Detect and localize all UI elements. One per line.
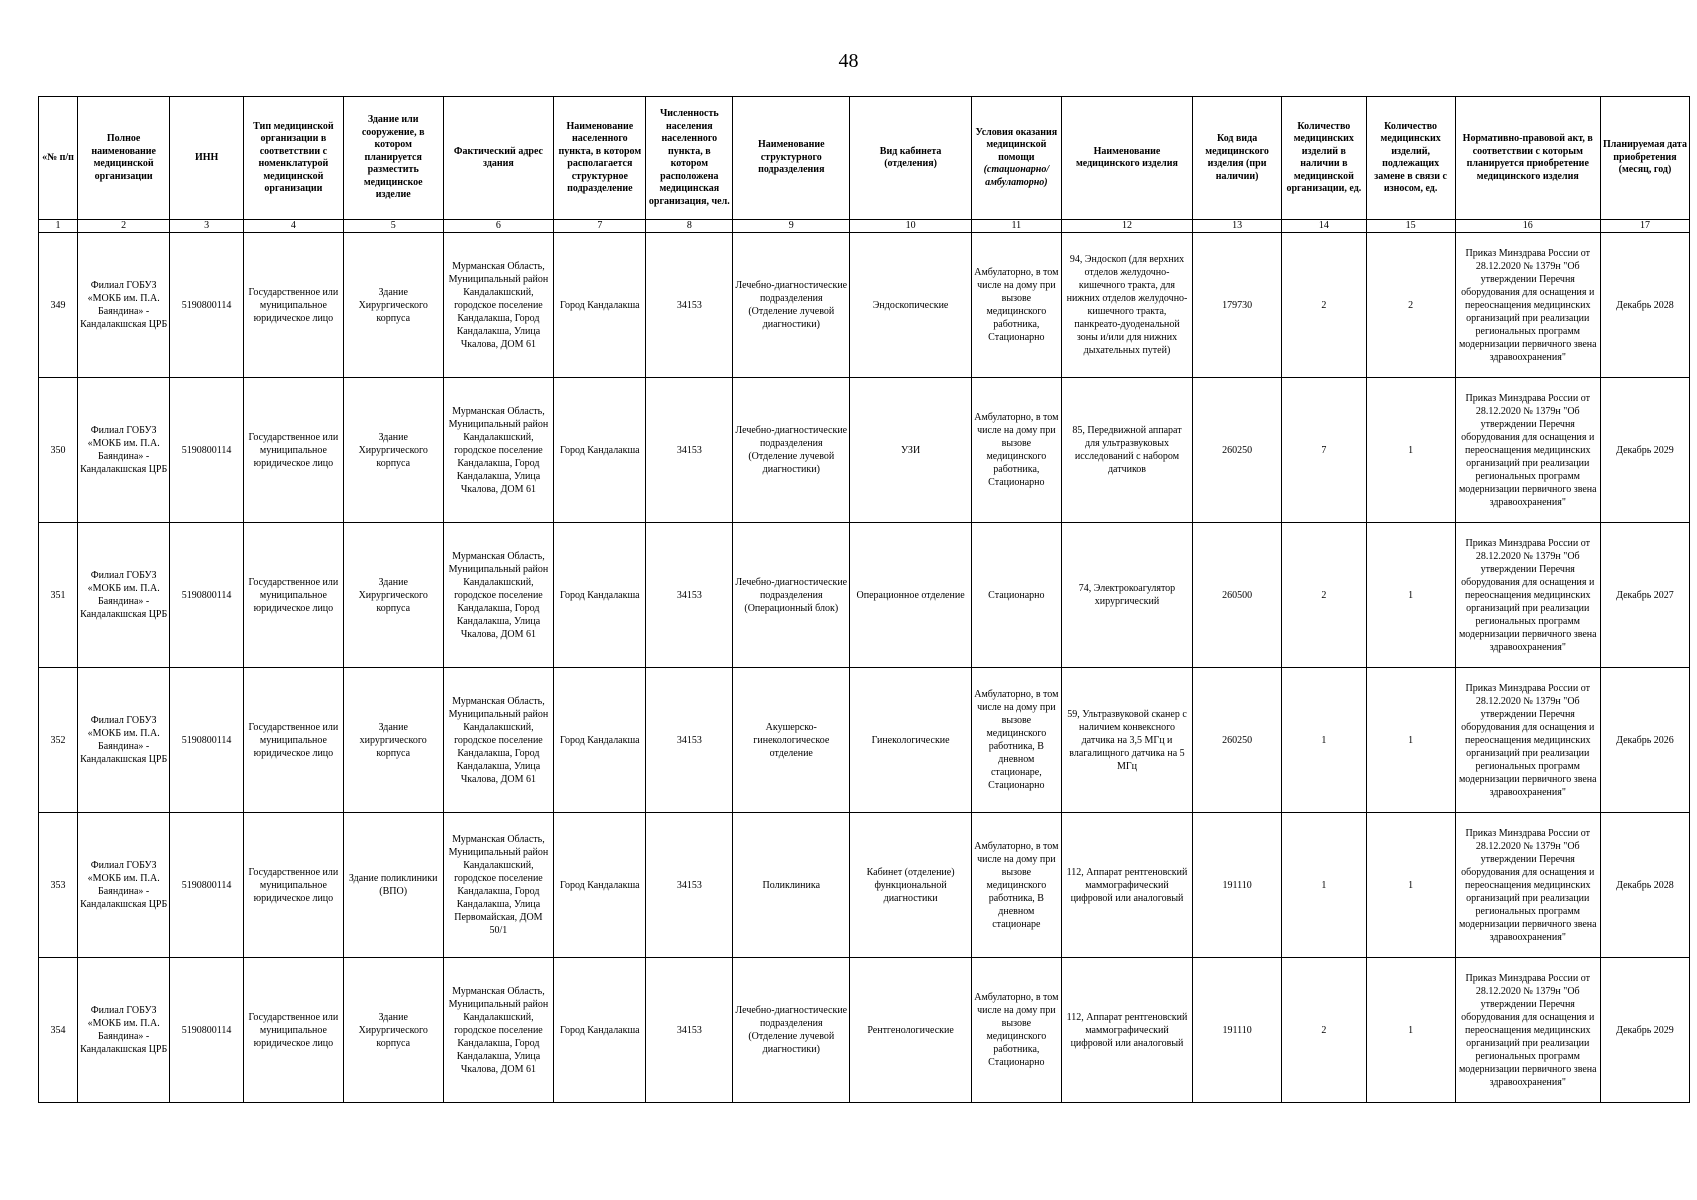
column-header-label: Наименование населенного пункта, в котором располагается структурное подразделение	[558, 120, 642, 194]
column-number: 17	[1600, 220, 1689, 233]
column-header-italic: (стационарно/ амбулаторно)	[983, 164, 1050, 188]
table-cell: 354	[39, 958, 78, 1103]
table-cell: 5190800114	[170, 378, 244, 523]
column-header-label: Фактический адрес здания	[453, 145, 543, 169]
column-header-label: Условия оказания медицинской помощи	[975, 126, 1058, 163]
column-header	[244, 97, 344, 220]
column-header-label: Здание или сооружение, в котором планируется разместить медицинское изделие	[361, 114, 425, 201]
column-header	[1193, 97, 1282, 220]
column-header	[733, 97, 850, 220]
page-number: 48	[838, 50, 859, 72]
table-cell: Мурманская Область, Муниципальный район Кандалакшский, городское поселение Кандалакша, Город Кандалакша, Улица Чкалова, ДОМ 61	[443, 378, 554, 523]
table-cell: Государственное или муниципальное юридическое лицо	[244, 378, 344, 523]
table-cell: Амбулаторно, в том числе на дому при вызове медицинского работника, В дневном стационаре, Стационарно	[971, 668, 1061, 813]
column-header	[646, 97, 733, 220]
table-cell: Рентгенологические	[850, 958, 971, 1103]
column-number: 3	[170, 220, 244, 233]
table-cell: Приказ Минздрава России от 28.12.2020 № 1379н "Об утверждении Перечня оборудования для оснащения и переоснащения медицинских организаций при реализации региональных программ модернизации первичного звена здравоохранения"	[1455, 668, 1600, 813]
table-cell: Государственное или муниципальное юридическое лицо	[244, 233, 344, 378]
column-number: 10	[850, 220, 971, 233]
table-header	[39, 97, 1690, 233]
table-cell: 94, Эндоскоп (для верхних отделов желудочно- кишечного тракта, для нижних отделов желудочно-кишечного тракта, панкреато-дуоденальной зоны и/или для нижних дыхательных путей)	[1061, 233, 1192, 378]
table-row	[39, 233, 1690, 378]
table-cell: Город Кандалакша	[554, 958, 646, 1103]
table-cell: 191110	[1193, 958, 1282, 1103]
table-cell: Декабрь 2027	[1600, 523, 1689, 668]
column-header-label: Количество медицинских изделий, подлежащих замене в связи с износом, ед.	[1374, 120, 1447, 194]
column-number: 13	[1193, 220, 1282, 233]
table-cell: 1	[1282, 668, 1367, 813]
table-cell: Стационарно	[971, 523, 1061, 668]
table-row	[39, 958, 1690, 1103]
table-cell: 34153	[646, 958, 733, 1103]
table-cell: 85, Передвижной аппарат для ультразвуковых исследований с набором датчиков	[1061, 378, 1192, 523]
table-cell: Декабрь 2028	[1600, 233, 1689, 378]
column-header	[443, 97, 554, 220]
column-header	[1455, 97, 1600, 220]
column-number: 9	[733, 220, 850, 233]
table-cell: Приказ Минздрава России от 28.12.2020 № 1379н "Об утверждении Перечня оборудования для оснащения и переоснащения медицинских организаций при реализации региональных программ модернизации первичного звена здравоохранения"	[1455, 813, 1600, 958]
column-header	[1366, 97, 1455, 220]
table-cell: Гинекологические	[850, 668, 971, 813]
table-cell: Здание хирургического корпуса	[343, 668, 443, 813]
column-header-label: Планируемая дата приобретения (месяц, год)	[1602, 139, 1687, 176]
table-cell: 2	[1282, 523, 1367, 668]
table-cell: Здание Хирургического корпуса	[343, 378, 443, 523]
equipment-table	[38, 96, 1690, 1103]
table-cell: Город Кандалакша	[554, 668, 646, 813]
table-cell: 350	[39, 378, 78, 523]
table-cell: 74, Электрокоагулятор хирургический	[1061, 523, 1192, 668]
table-cell: 1	[1366, 958, 1455, 1103]
table-cell: Амбулаторно, в том числе на дому при вызове медицинского работника, В дневном стационаре	[971, 813, 1061, 958]
column-header	[39, 97, 78, 220]
table-cell: Акушерско-гинекологическое отделение	[733, 668, 850, 813]
table-cell: 7	[1282, 378, 1367, 523]
table-cell: Филиал ГОБУЗ «МОКБ им. П.А. Баяндина» - Кандалакшская ЦРБ	[78, 378, 170, 523]
table-cell: Государственное или муниципальное юридическое лицо	[244, 523, 344, 668]
table-row	[39, 378, 1690, 523]
table-cell: 5190800114	[170, 523, 244, 668]
table-cell: Амбулаторно, в том числе на дому при вызове медицинского работника, Стационарно	[971, 958, 1061, 1103]
table-row	[39, 523, 1690, 668]
column-number: 1	[39, 220, 78, 233]
table-cell: 2	[1282, 233, 1367, 378]
column-header-label: Вид кабинета (отделения)	[879, 145, 942, 169]
table-cell: Эндоскопические	[850, 233, 971, 378]
table-row	[39, 668, 1690, 813]
column-number: 16	[1455, 220, 1600, 233]
table-cell: 2	[1282, 958, 1367, 1103]
column-number: 12	[1061, 220, 1192, 233]
header-row	[39, 97, 1690, 220]
table-cell: Приказ Минздрава России от 28.12.2020 № 1379н "Об утверждении Перечня оборудования для оснащения и переоснащения медицинских организаций при реализации региональных программ модернизации первичного звена здравоохранения"	[1455, 523, 1600, 668]
table-cell: 1	[1366, 523, 1455, 668]
table-cell: Государственное или муниципальное юридическое лицо	[244, 813, 344, 958]
column-header	[170, 97, 244, 220]
table-cell: УЗИ	[850, 378, 971, 523]
column-number: 8	[646, 220, 733, 233]
table-cell: Филиал ГОБУЗ «МОКБ им. П.А. Баяндина» - Кандалакшская ЦРБ	[78, 668, 170, 813]
table-cell: 34153	[646, 233, 733, 378]
column-header-label: Тип медицинской организации в соответствии с номенклатурой медицинской организации	[253, 120, 334, 194]
table-cell: 260500	[1193, 523, 1282, 668]
table-cell: Мурманская Область, Муниципальный район Кандалакшский, городское поселение Кандалакша, Город Кандалакша, Улица Чкалова, ДОМ 61	[443, 233, 554, 378]
table-cell: Лечебно-диагностические подразделения (Отделение лучевой диагностики)	[733, 378, 850, 523]
column-header-label: Численность населения населенного пункта, в котором расположена медицинская организация, чел.	[648, 108, 730, 207]
table-cell: 260250	[1193, 668, 1282, 813]
table-cell: 5190800114	[170, 813, 244, 958]
column-header	[1061, 97, 1192, 220]
table-cell: 112, Аппарат рентгеновский маммографический цифровой или аналоговый	[1061, 813, 1192, 958]
table-cell: Декабрь 2028	[1600, 813, 1689, 958]
table-cell: Операционное отделение	[850, 523, 971, 668]
column-header-label: Количество медицинских изделий в наличии в медицинской организации, ед.	[1286, 120, 1362, 194]
table-cell: 1	[1366, 813, 1455, 958]
table-cell: Город Кандалакша	[554, 378, 646, 523]
table-cell: 349	[39, 233, 78, 378]
table-cell: Приказ Минздрава России от 28.12.2020 № 1379н "Об утверждении Перечня оборудования для оснащения и переоснащения медицинских организаций при реализации региональных программ модернизации первичного звена здравоохранения"	[1455, 958, 1600, 1103]
table-cell: Здание Хирургического корпуса	[343, 523, 443, 668]
table-cell: 112, Аппарат рентгеновский маммографический цифровой или аналоговый	[1061, 958, 1192, 1103]
column-header-label: Полное наименование медицинской организации	[91, 133, 156, 182]
table-cell: Город Кандалакша	[554, 233, 646, 378]
table-cell: 351	[39, 523, 78, 668]
table-cell: 5190800114	[170, 958, 244, 1103]
column-number: 4	[244, 220, 344, 233]
table-cell: Амбулаторно, в том числе на дому при вызове медицинского работника, Стационарно	[971, 233, 1061, 378]
table-cell: Кабинет (отделение) функциональной диагностики	[850, 813, 971, 958]
column-header	[1600, 97, 1689, 220]
table-cell: 191110	[1193, 813, 1282, 958]
table-cell: Декабрь 2029	[1600, 958, 1689, 1103]
column-header-label: Код вида медицинского изделия (при наличии)	[1205, 133, 1269, 182]
table-cell: 34153	[646, 523, 733, 668]
table-cell: 59, Ультразвуковой сканер с наличием конвексного датчика на 3,5 МГц и влагалищного датчика на 5 МГц	[1061, 668, 1192, 813]
column-header	[1282, 97, 1367, 220]
table-cell: Мурманская Область, Муниципальный район Кандалакшский, городское поселение Кандалакша, Город Кандалакша, Улица Первомайская, ДОМ 50/1	[443, 813, 554, 958]
column-number: 14	[1282, 220, 1367, 233]
table-cell: Здание поликлиники (ВПО)	[343, 813, 443, 958]
table-cell: 34153	[646, 378, 733, 523]
table-cell: Приказ Минздрава России от 28.12.2020 № 1379н "Об утверждении Перечня оборудования для оснащения и переоснащения медицинских организаций при реализации региональных программ модернизации первичного звена здравоохранения"	[1455, 233, 1600, 378]
table-cell: Декабрь 2026	[1600, 668, 1689, 813]
table-cell: Филиал ГОБУЗ «МОКБ им. П.А. Баяндина» - Кандалакшская ЦРБ	[78, 523, 170, 668]
table-cell: Мурманская Область, Муниципальный район Кандалакшский, городское поселение Кандалакша, Город Кандалакша, Улица Чкалова, ДОМ 61	[443, 668, 554, 813]
table-cell: 260250	[1193, 378, 1282, 523]
table-cell: 5190800114	[170, 668, 244, 813]
column-header	[850, 97, 971, 220]
column-header-label: Наименование медицинского изделия	[1076, 145, 1178, 169]
table-cell: Филиал ГОБУЗ «МОКБ им. П.А. Баяндина» - Кандалакшская ЦРБ	[78, 958, 170, 1103]
column-number: 11	[971, 220, 1061, 233]
table-cell: 1	[1366, 378, 1455, 523]
table-cell: Лечебно-диагностические подразделения (Отделение лучевой диагностики)	[733, 958, 850, 1103]
table-cell: Амбулаторно, в том числе на дому при вызове медицинского работника, Стационарно	[971, 378, 1061, 523]
table-cell: Государственное или муниципальное юридическое лицо	[244, 958, 344, 1103]
column-header	[971, 97, 1061, 220]
table-cell: Мурманская Область, Муниципальный район Кандалакшский, городское поселение Кандалакша, Город Кандалакша, Улица Чкалова, ДОМ 61	[443, 958, 554, 1103]
table-cell: 179730	[1193, 233, 1282, 378]
column-number: 15	[1366, 220, 1455, 233]
column-number: 6	[443, 220, 554, 233]
column-number-row	[39, 220, 1690, 233]
table-cell: Декабрь 2029	[1600, 378, 1689, 523]
table-cell: Здание Хирургического корпуса	[343, 233, 443, 378]
table-cell: 34153	[646, 668, 733, 813]
table-cell: 5190800114	[170, 233, 244, 378]
column-number: 2	[78, 220, 170, 233]
table-cell: Филиал ГОБУЗ «МОКБ им. П.А. Баяндина» - Кандалакшская ЦРБ	[78, 233, 170, 378]
table-cell: Город Кандалакша	[554, 523, 646, 668]
table-cell: Государственное или муниципальное юридическое лицо	[244, 668, 344, 813]
table-cell: 1	[1366, 668, 1455, 813]
column-header	[554, 97, 646, 220]
column-header-label: «№ п/п	[42, 151, 74, 163]
column-header	[78, 97, 170, 220]
table-cell: Лечебно-диагностические подразделения (Операционный блок)	[733, 523, 850, 668]
table-cell: 1	[1282, 813, 1367, 958]
table-row	[39, 813, 1690, 958]
table-body	[39, 233, 1690, 1103]
table-cell: Приказ Минздрава России от 28.12.2020 № 1379н "Об утверждении Перечня оборудования для оснащения и переоснащения медицинских организаций при реализации региональных программ модернизации первичного звена здравоохранения"	[1455, 378, 1600, 523]
table-cell: 353	[39, 813, 78, 958]
column-number: 5	[343, 220, 443, 233]
table-cell: Город Кандалакша	[554, 813, 646, 958]
table-cell: Мурманская Область, Муниципальный район Кандалакшский, городское поселение Кандалакша, Город Кандалакша, Улица Чкалова, ДОМ 61	[443, 523, 554, 668]
column-header-label: Наименование структурного подразделения	[757, 139, 825, 176]
table-cell: 352	[39, 668, 78, 813]
table-cell: Поликлиника	[733, 813, 850, 958]
column-number: 7	[554, 220, 646, 233]
table-cell: Здание Хирургического корпуса	[343, 958, 443, 1103]
column-header	[343, 97, 443, 220]
table-cell: 34153	[646, 813, 733, 958]
column-header-label: ИНН	[194, 151, 219, 163]
table-cell: Лечебно-диагностические подразделения (Отделение лучевой диагностики)	[733, 233, 850, 378]
table-cell: 2	[1366, 233, 1455, 378]
table-cell: Филиал ГОБУЗ «МОКБ им. П.А. Баяндина» - Кандалакшская ЦРБ	[78, 813, 170, 958]
column-header-label: Нормативно-правовой акт, в соответствии с которым планируется приобретение медицинского изделия	[1462, 133, 1593, 182]
